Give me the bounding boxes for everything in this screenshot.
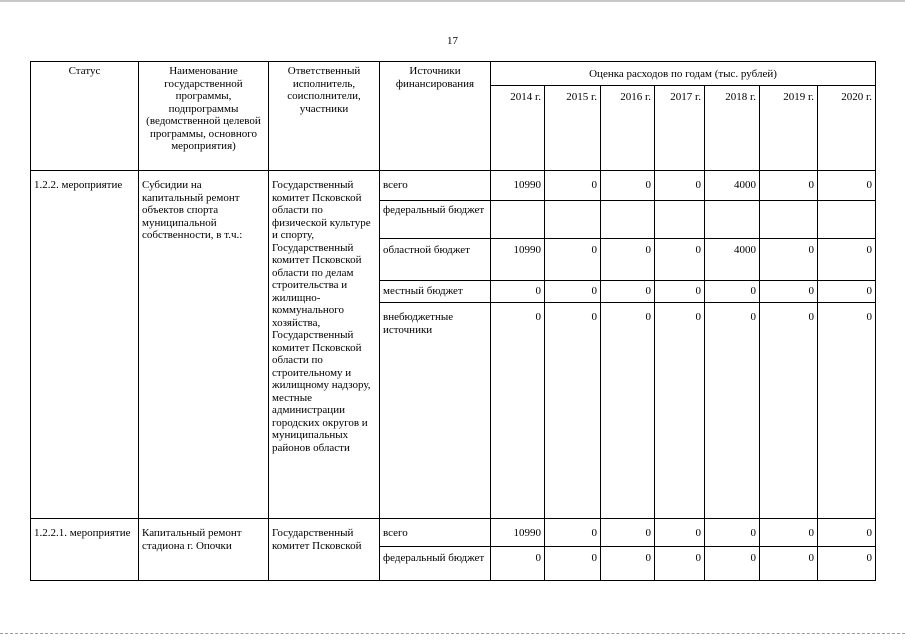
year-2017: 2017 г. <box>655 86 705 171</box>
source-cell: внебюджетные источники <box>380 303 491 519</box>
value-cell: 0 <box>760 239 818 281</box>
value-cell <box>705 201 760 239</box>
header-sources: Источники финансирования <box>380 62 491 171</box>
table-row <box>31 519 876 547</box>
table-row <box>31 171 876 201</box>
value-cell: 0 <box>705 281 760 303</box>
row-program-name: Субсидии на капитальный ремонт объектов спорта муниципальной собственности, в т.ч.: <box>139 171 269 519</box>
value-cell: 0 <box>655 171 705 201</box>
value-cell: 0 <box>491 303 545 519</box>
value-cell: 4000 <box>705 171 760 201</box>
value-cell: 0 <box>601 239 655 281</box>
row-status: 1.2.2. мероприятие <box>31 171 139 519</box>
value-cell: 0 <box>545 281 601 303</box>
value-cell: 0 <box>545 547 601 581</box>
value-cell: 4000 <box>705 239 760 281</box>
row-responsible: Государственный комитет Псковской области по физической культуре и спорту, Государственный комитет Псковской области по делам строительства и жилищно-коммунального хозяйства, Государственный комитет Псковской области по строительному и жилищному надзору, местные администрации городских округов и муниципальных районов области <box>269 171 380 519</box>
row-responsible: Государственный комитет Псковской <box>269 519 380 581</box>
value-cell <box>545 201 601 239</box>
value-cell: 0 <box>705 547 760 581</box>
value-cell: 0 <box>491 281 545 303</box>
value-cell: 0 <box>760 519 818 547</box>
value-cell: 0 <box>760 171 818 201</box>
value-cell: 0 <box>545 519 601 547</box>
value-cell: 0 <box>655 547 705 581</box>
value-cell: 0 <box>818 547 876 581</box>
source-cell: федеральный бюджет <box>380 547 491 581</box>
source-cell: местный бюджет <box>380 281 491 303</box>
value-cell: 0 <box>601 281 655 303</box>
value-cell: 0 <box>818 171 876 201</box>
value-cell <box>655 201 705 239</box>
value-cell: 0 <box>760 281 818 303</box>
value-cell: 0 <box>545 303 601 519</box>
page-number: 17 <box>447 35 458 47</box>
value-cell <box>601 201 655 239</box>
header-responsible: Ответственный исполнитель, соисполнители, участники <box>269 62 380 171</box>
year-2016: 2016 г. <box>601 86 655 171</box>
value-cell: 0 <box>601 519 655 547</box>
source-cell: всего <box>380 171 491 201</box>
value-cell: 0 <box>655 303 705 519</box>
source-cell: областной бюджет <box>380 239 491 281</box>
header-status: Статус <box>31 62 139 171</box>
expenditure-table <box>30 61 876 581</box>
row-program-name: Капитальный ремонт стадиона г. Опочки <box>139 519 269 581</box>
value-cell: 0 <box>705 519 760 547</box>
value-cell <box>491 201 545 239</box>
value-cell: 0 <box>545 239 601 281</box>
year-2014: 2014 г. <box>491 86 545 171</box>
value-cell: 10990 <box>491 171 545 201</box>
value-cell: 0 <box>601 171 655 201</box>
value-cell: 10990 <box>491 239 545 281</box>
value-cell: 0 <box>491 547 545 581</box>
header-program: Наименование государственной программы, подпрограммы (ведомственной целевой программы, основного мероприятия) <box>139 62 269 171</box>
year-2015: 2015 г. <box>545 86 601 171</box>
source-cell: федеральный бюджет <box>380 201 491 239</box>
value-cell: 0 <box>601 547 655 581</box>
value-cell: 0 <box>545 171 601 201</box>
source-cell: всего <box>380 519 491 547</box>
row-status: 1.2.2.1. мероприятие <box>31 519 139 581</box>
year-2018: 2018 г. <box>705 86 760 171</box>
year-2019: 2019 г. <box>760 86 818 171</box>
header-estimate: Оценка расходов по годам (тыс. рублей) <box>491 62 876 86</box>
value-cell: 0 <box>818 281 876 303</box>
value-cell: 0 <box>601 303 655 519</box>
scan-edge-top <box>0 0 905 2</box>
value-cell <box>818 201 876 239</box>
scan-edge-bottom <box>0 633 905 635</box>
value-cell: 0 <box>818 303 876 519</box>
value-cell: 10990 <box>491 519 545 547</box>
value-cell: 0 <box>760 547 818 581</box>
value-cell: 0 <box>655 239 705 281</box>
value-cell: 0 <box>655 519 705 547</box>
value-cell: 0 <box>818 519 876 547</box>
value-cell: 0 <box>705 303 760 519</box>
year-2020: 2020 г. <box>818 86 876 171</box>
value-cell: 0 <box>655 281 705 303</box>
value-cell <box>760 201 818 239</box>
value-cell: 0 <box>818 239 876 281</box>
value-cell: 0 <box>760 303 818 519</box>
